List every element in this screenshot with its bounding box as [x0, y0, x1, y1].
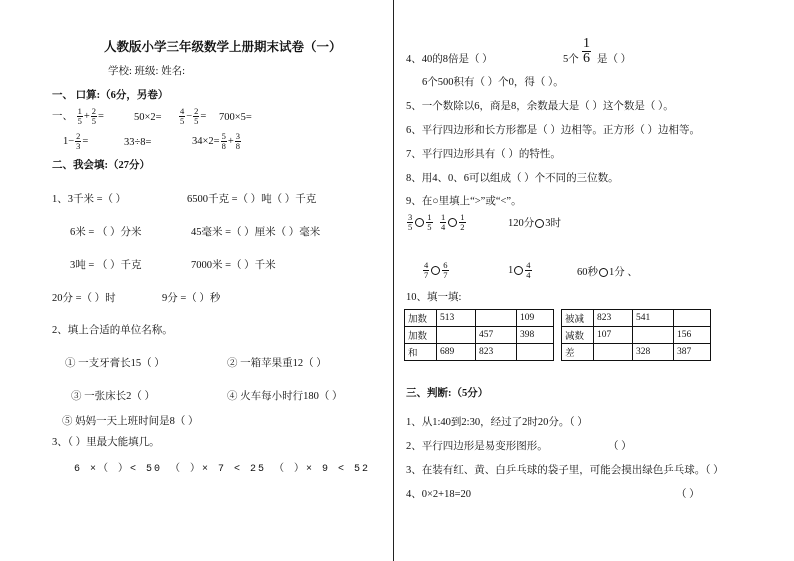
operator: + — [83, 110, 90, 122]
oral-q3 — [178, 107, 206, 126]
q7-line: 7、平行四边形具有（ ）的特性。 — [406, 149, 561, 160]
units-q1: ① 一支牙膏长15（ ） — [65, 358, 165, 369]
q9-line: 9、在○里填上“>”或“<”。 — [406, 196, 522, 207]
judge-3: 3、在装有红、黄、白乒乓球的袋子里，可能会摸出绿色乒乓球。（ ） — [406, 465, 724, 476]
units-question-title: 2、填上合适的单位名称。 — [52, 325, 173, 336]
column-divider — [393, 0, 394, 561]
compare-circle[interactable] — [431, 266, 440, 275]
fraction: $\frac{1}{2}$ — [460, 212, 465, 232]
section-1-heading: 一、 口算:（6分，另卷） — [52, 90, 169, 101]
one-sixth-fraction: 1 6 — [583, 36, 590, 66]
judge-1: 1、从1:40到2:30，经过了2时20分。（ ） — [406, 417, 588, 428]
fill-1b: 6500千克 =（ ）吨（ ）千克 — [187, 194, 317, 205]
fraction: $\frac{6}{7}$ — [443, 260, 448, 280]
compare-5: 1 $\frac{4}{4}$ — [508, 260, 531, 280]
units-q5: ⑤ 妈妈一天上班时间是8（ ） — [62, 416, 199, 427]
q4-line-a: 4、40的8倍是（ ） — [406, 54, 493, 65]
judge-2: 2、平行四边形是易变形图形。 — [406, 441, 548, 452]
fill-1a: 1、3千米 =（ ） — [52, 194, 127, 205]
table-row: 和 689 823 — [405, 344, 554, 361]
fraction: $\frac{5}{8}$ — [221, 131, 226, 151]
addition-table — [404, 309, 554, 361]
units-q3: ③ 一张床长2（ ） — [71, 391, 155, 402]
fraction: $\frac{2}{5}$ — [91, 106, 97, 126]
fraction: $\frac{4}{4}$ — [526, 260, 531, 280]
compare-6: 60秒 1分 、 — [577, 267, 638, 278]
q4-line-b-post: 是（ ） — [597, 54, 632, 65]
fill-3b: 7000米 =（ ）千米 — [191, 260, 276, 271]
equals: = — [200, 110, 207, 122]
compare-circle[interactable] — [415, 218, 424, 227]
oral-q2: 50×2= — [134, 112, 162, 123]
q6-line: 6、平行四边形和长方形都是（ ）边相等。正方形（ ）边相等。 — [406, 125, 700, 136]
table-row: 加数 457 398 — [405, 327, 554, 344]
compare-3: 120分 3时 — [508, 218, 561, 229]
table-row: 差 328 387 — [562, 344, 711, 361]
oral-q6: 33÷8= — [124, 137, 152, 148]
fraction: $\frac{1}{5}$ — [77, 106, 82, 126]
units-q2: ② 一箱苹果重12（ ） — [227, 358, 327, 369]
fraction: $\frac{2}{5}$ — [194, 106, 199, 126]
fill-4b: 9分 =（ ）秒 — [162, 293, 221, 304]
section-2-heading: 二、我会填:（27分） — [52, 160, 150, 171]
table-row: 减数 107 156 — [562, 327, 711, 344]
q5-line: 5、一个数除以6，商是8，余数最大是（ ）这个数是（ ）。 — [406, 101, 674, 112]
operator: − — [186, 110, 193, 122]
page-title: 人教版小学三年级数学上册期末试卷（一） — [104, 40, 342, 54]
equals: = — [98, 110, 104, 122]
judge-4-paren: （ ） — [676, 489, 700, 500]
q4-line-c: 6个500积有（ ）个0，得（ ）。 — [422, 77, 564, 88]
oral-q5: 1− $\frac{2}{3}$ = — [63, 131, 89, 151]
table-row: 被减 823 541 — [562, 310, 711, 327]
section-3-heading: 三、判断:（5分） — [406, 388, 489, 399]
student-info-line: 学校: 班级: 姓名: — [108, 66, 186, 77]
fill-2a: 6米 = （ ）分米 — [70, 227, 142, 238]
fraction: $\frac{3}{5}$ — [408, 212, 413, 232]
max-fill-title: 3、（ ）里最大能填几。 — [52, 437, 160, 448]
q4-line-b-pre: 5个 — [563, 54, 579, 65]
fraction: $\frac{1}{4}$ — [441, 212, 446, 232]
compare-circle[interactable] — [514, 266, 523, 275]
judge-4: 4、0×2+18=20 — [406, 489, 472, 500]
fill-2b: 45毫米 =（ ）厘米（ ）毫米 — [191, 227, 321, 238]
q10-line: 10、填一填: — [406, 292, 462, 303]
max-fill-line: 6 ×（ ）< 50 （ ）× 7 < 25 （ ）× 9 < 52 — [74, 464, 371, 475]
fill-3a: 3吨 = （ ）千克 — [70, 260, 142, 271]
judge-2-paren: （ ） — [608, 441, 632, 452]
oral-label: 一、 — [52, 110, 73, 122]
units-q4: ④ 火车每小时行180（ ） — [227, 391, 343, 402]
fraction: $\frac{4}{7}$ — [424, 260, 429, 280]
subtraction-table — [561, 309, 711, 361]
oral-row-1 — [52, 107, 104, 126]
fraction: $\frac{2}{3}$ — [76, 131, 81, 151]
fraction: $\frac{1}{5}$ — [427, 212, 432, 232]
oral-q4: 700×5= — [219, 112, 252, 123]
compare-circle[interactable] — [535, 219, 544, 228]
fraction: $\frac{4}{5}$ — [180, 106, 185, 126]
fraction: $\frac{3}{8}$ — [235, 131, 241, 151]
compare-circle[interactable] — [599, 268, 608, 277]
oral-q7: 34×2= $\frac{5}{8}$ + $\frac{3}{8}$ — [192, 131, 241, 151]
compare-circle[interactable] — [448, 218, 457, 227]
fill-4a: 20分 =（ ）时 — [52, 293, 116, 304]
compare-1 — [406, 213, 434, 232]
table-row: 加数 513 109 — [405, 310, 554, 327]
compare-2 — [439, 213, 467, 232]
q8-line: 8、用4、0、6可以组成（ ）个不同的三位数。 — [406, 173, 619, 184]
compare-4 — [422, 261, 450, 280]
